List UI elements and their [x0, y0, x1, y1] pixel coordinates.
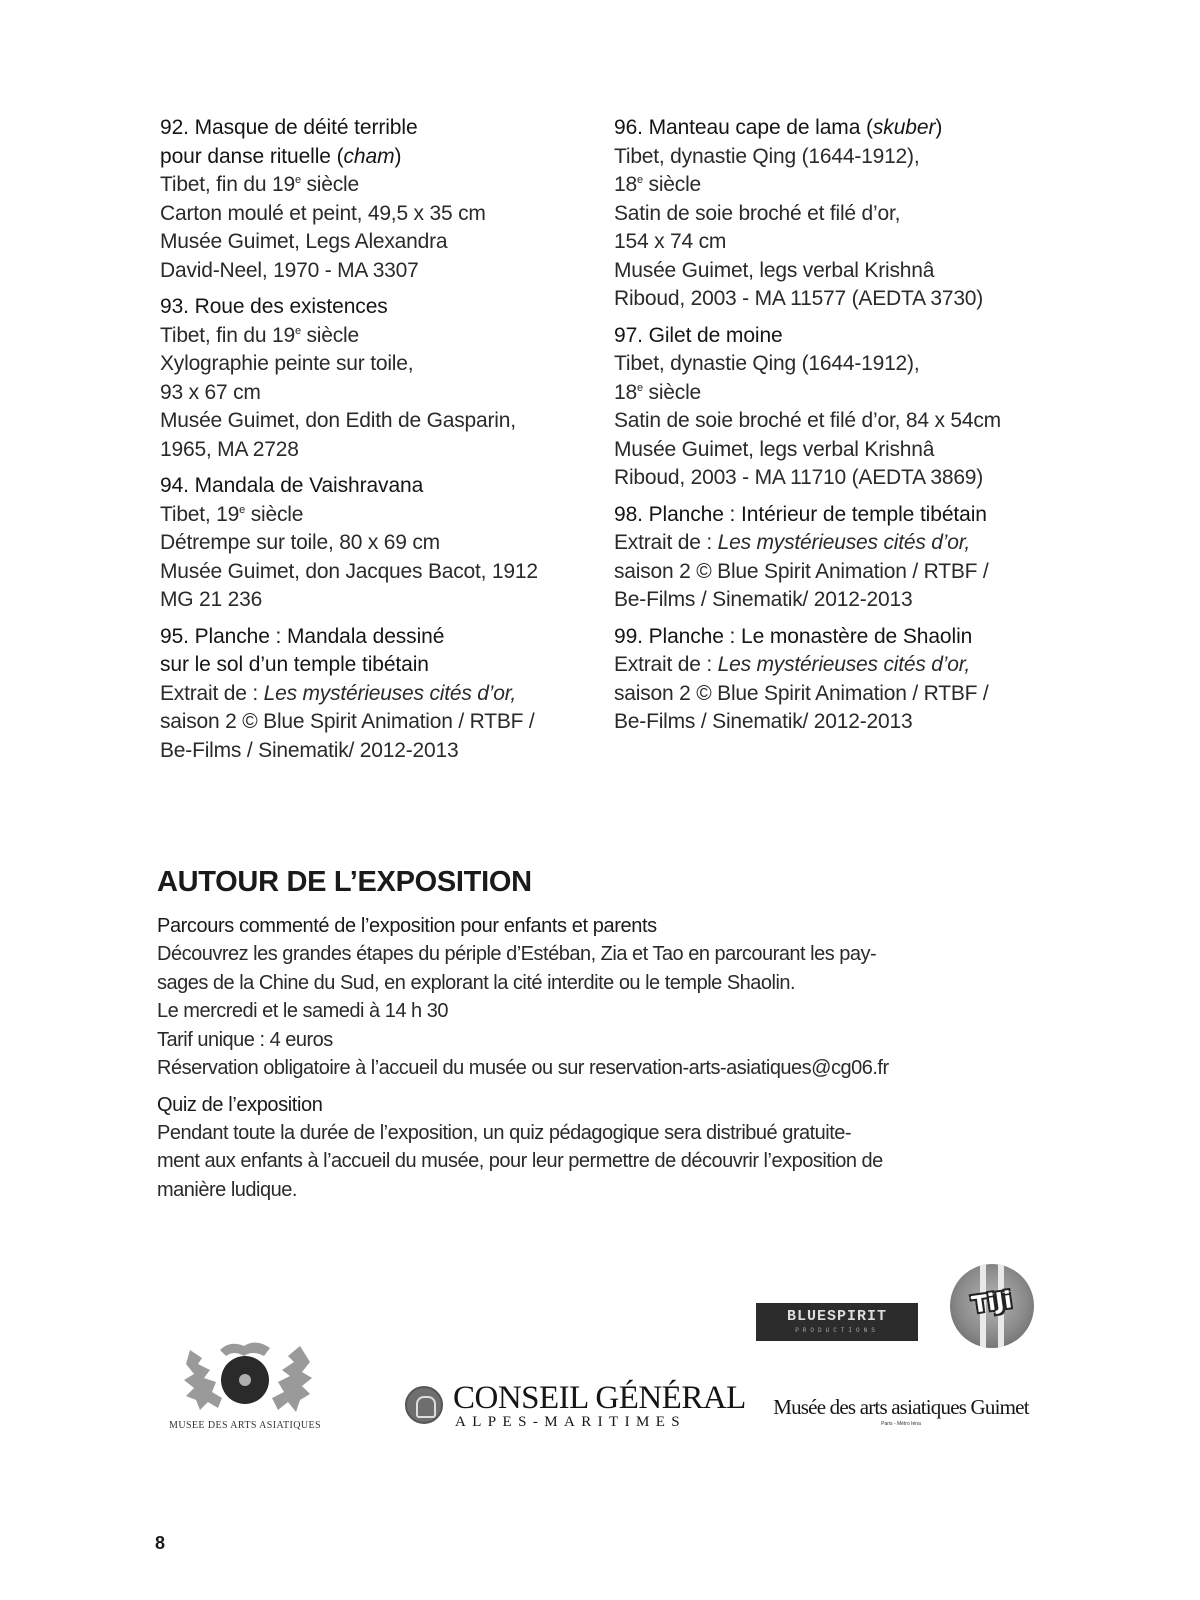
quiz-description-end: manière ludique.: [157, 1178, 297, 1201]
musee-guimet-logo: [756, 1395, 1046, 1440]
cg-title: CONSEIL GÉNÉRAL: [453, 1380, 746, 1416]
bluespirit-name: BLUESPIRIT: [786, 1308, 887, 1325]
section-heading: AUTOUR DE L’EXPOSITION: [157, 866, 532, 898]
entry-material: Carton moulé et peint, 49,5 x 35 cm: [160, 201, 486, 225]
entry-collection: Musée Guimet, don Edith de Gasparin,: [160, 409, 516, 432]
entry-material: Satin de soie broché et filé d’or, 84 x 54cm: [614, 409, 1001, 432]
catalogue-entry-98: [614, 501, 1054, 615]
entry-collection: Musée Guimet, don Jacques Bacot, 1912: [160, 559, 538, 583]
entry-credit: saison 2 © Blue Spirit Animation / RTBF /: [614, 681, 989, 705]
quiz-title: Quiz de l’exposition: [157, 1093, 323, 1116]
conseil-general-logo: [405, 1380, 746, 1434]
entry-century: 18e siècle: [614, 173, 702, 196]
entry-collection-continued: Riboud, 2003 - MA 11577 (AEDTA 3730): [614, 287, 984, 310]
guided-tour-schedule: Le mercredi et le samedi à 14 h 30: [157, 1000, 448, 1022]
entry-credit-continued: Be-Films / Sinematik/ 2012-2013: [614, 710, 913, 733]
entry-dimensions: 154 x 74 cm: [614, 230, 727, 253]
entry-material: Satin de soie broché et filé d’or,: [614, 201, 901, 225]
entry-title: 95. Planche : Mandala dessiné: [160, 624, 445, 648]
guided-tour-description-continued: sages de la Chine du Sud, en explorant la cité interdite ou le temple Shaolin.: [157, 971, 796, 994]
entry-title-continued: pour danse rituelle (cham): [160, 144, 402, 168]
guided-tour-title: Parcours commenté de l’exposition pour enfants et parents: [157, 915, 657, 937]
quiz-description-continued: ment aux enfants à l’accueil du musée, pour leur permettre de découvrir l’exposition de: [157, 1150, 883, 1172]
entry-origin: Tibet, fin du 19e siècle: [160, 173, 359, 196]
entry-title: 97. Gilet de moine: [614, 323, 783, 347]
entry-credit: saison 2 © Blue Spirit Animation / RTBF /: [614, 559, 989, 583]
entry-collection: Musée Guimet, legs verbal Krishnâ: [614, 437, 935, 461]
around-exhibition-section: [157, 862, 1037, 1212]
guided-tour-price: Tarif unique : 4 euros: [157, 1028, 333, 1051]
entry-title: 98. Planche : Intérieur de temple tibétain: [614, 502, 987, 526]
entry-title: 96. Manteau cape de lama (skuber): [614, 116, 943, 139]
entry-collection: Musée Guimet, legs verbal Krishnâ: [614, 258, 935, 282]
entry-title: 93. Roue des existences: [160, 295, 388, 318]
catalogue-entry-92: [160, 114, 580, 285]
entry-century: 18e siècle: [614, 380, 702, 404]
catalogue-entry-95: [160, 623, 580, 766]
cg-subtitle: ALPES-MARITIMES: [455, 1414, 687, 1430]
quiz-description: Pendant toute la durée de l’exposition, un quiz pédagogique sera distribué gratuite-: [157, 1121, 852, 1144]
musee-arts-asiatiques-logo: [160, 1330, 330, 1435]
quiz-block: [157, 1091, 1037, 1205]
catalogue-entry-93: [160, 293, 580, 464]
entry-title: 92. Masque de déité terrible: [160, 116, 418, 139]
entry-material: Détrempe sur toile, 80 x 69 cm: [160, 531, 440, 554]
guided-tour-block: [157, 912, 1037, 1083]
entry-material: Xylographie peinte sur toile,: [160, 352, 414, 375]
tiji-logo: [950, 1264, 1034, 1348]
entry-collection: Musée Guimet, Legs Alexandra: [160, 230, 448, 253]
catalogue-right-column: [614, 114, 1054, 745]
catalogue-entry-99: [614, 623, 1054, 737]
guided-tour-reservation: Réservation obligatoire à l’accueil du musée ou sur reservation-arts-asiatiques@cg06.fr: [157, 1057, 889, 1079]
catalogue-entry-96: [614, 114, 1054, 314]
entry-title: 99. Planche : Le monastère de Shaolin: [614, 624, 973, 648]
entry-origin: Tibet, dynastie Qing (1644-1912),: [614, 144, 920, 168]
entry-credit-continued: Be-Films / Sinematik/ 2012-2013: [160, 738, 459, 762]
maa-label: MUSEE DES ARTS ASIATIQUES: [169, 1420, 321, 1431]
catalogue-entry-97: [614, 322, 1054, 493]
entry-collection-continued: Riboud, 2003 - MA 11710 (AEDTA 3869): [614, 466, 984, 489]
dragon-disc-icon: [160, 1330, 330, 1420]
entry-collection-continued: MG 21 236: [160, 588, 263, 611]
entry-origin: Tibet, dynastie Qing (1644-1912),: [614, 352, 920, 375]
entry-credit: saison 2 © Blue Spirit Animation / RTBF /: [160, 710, 535, 733]
bluespirit-logo: [756, 1303, 918, 1341]
entry-extract: Extrait de : Les mystérieuses cités d’or,: [614, 531, 970, 554]
catalogue-left-column: [160, 114, 580, 773]
entry-extract: Extrait de : Les mystérieuses cités d’or,: [614, 653, 970, 676]
guided-tour-description: Découvrez les grandes étapes du périple d’Estéban, Zia et Tao en parcourant les pay-: [157, 943, 877, 965]
entry-dimensions: 93 x 67 cm: [160, 380, 261, 404]
entry-origin: Tibet, 19e siècle: [160, 502, 304, 526]
entry-title-continued: sur le sol d’un temple tibétain: [160, 653, 429, 676]
entry-extract: Extrait de : Les mystérieuses cités d’or,: [160, 681, 516, 705]
bluespirit-sub: PRODUCTIONS: [795, 1327, 879, 1334]
entry-origin: Tibet, fin du 19e siècle: [160, 323, 359, 347]
crest-icon: [405, 1386, 443, 1424]
entry-credit-continued: Be-Films / Sinematik/ 2012-2013: [614, 588, 913, 611]
tiji-text: TiJi: [970, 1287, 1014, 1319]
entry-collection-continued: David-Neel, 1970 - MA 3307: [160, 258, 419, 282]
guimet-sub: Paris - Métro Iéna: [881, 1421, 921, 1427]
page-number: 8: [155, 1533, 166, 1553]
entry-collection-continued: 1965, MA 2728: [160, 437, 299, 461]
guimet-name: Musée des arts asiatiques Guimet: [773, 1395, 1029, 1419]
entry-title: 94. Mandala de Vaishravana: [160, 474, 424, 497]
catalogue-entry-94: [160, 472, 580, 615]
